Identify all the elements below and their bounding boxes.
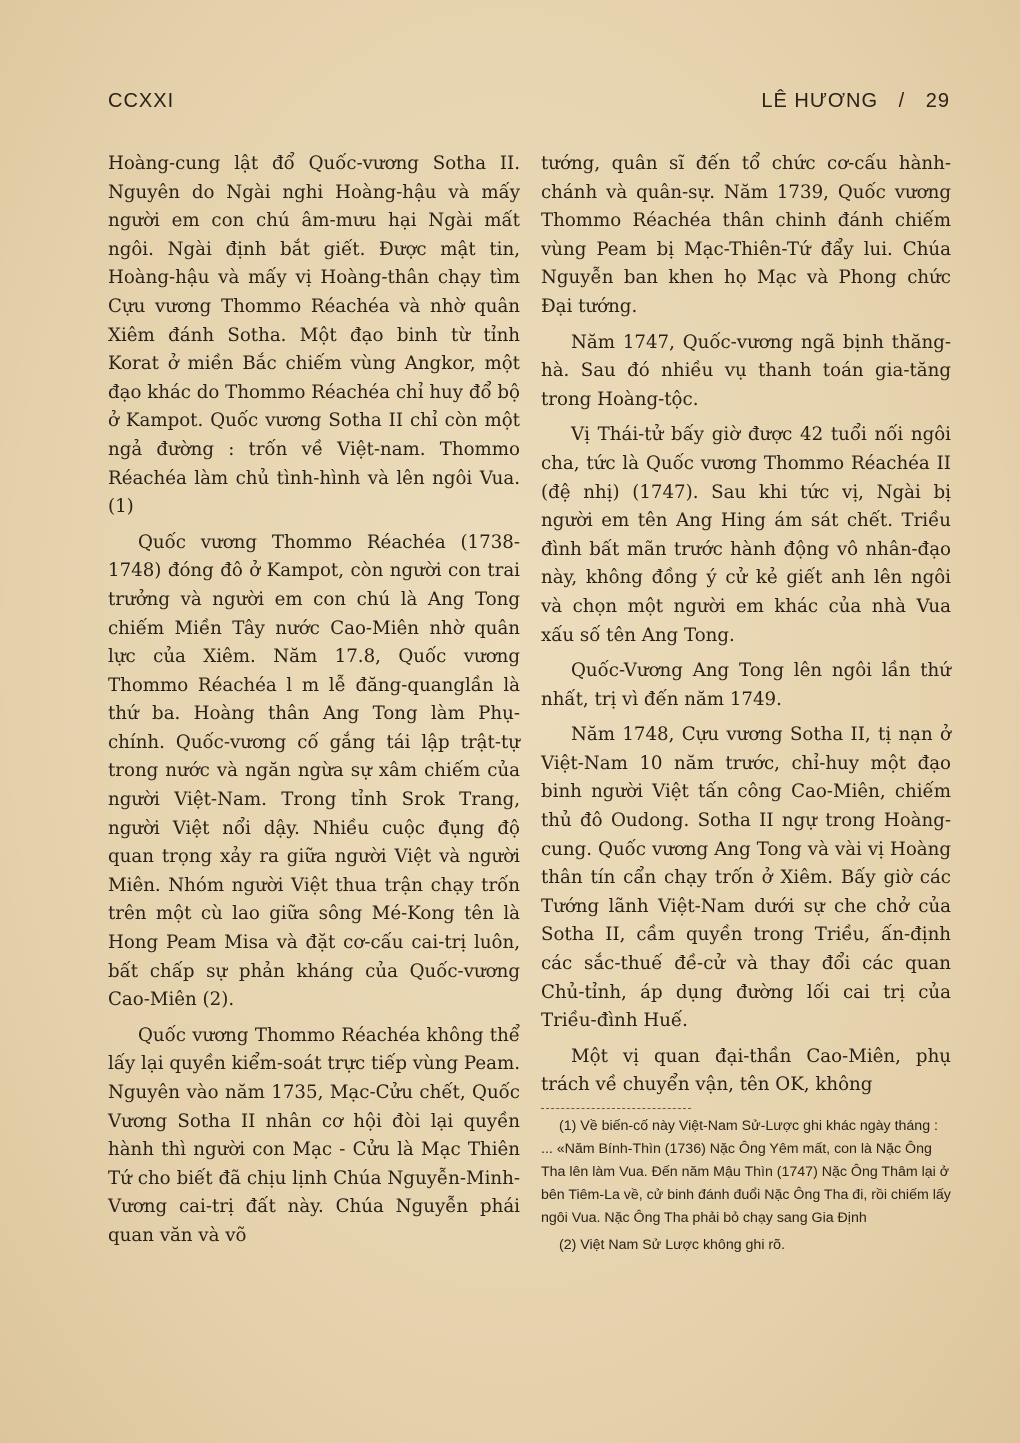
right-column (541, 150, 951, 1261)
paragraph: Vị Thái-tử bấy giờ được 42 tuổi nối ngôi cha, tức là Quốc vương Thommo Réachéa II (đệ nhị) (1747). Sau khi tức vị, Ngài bị người em tên Ang Hing ám sát chết. Triều đình bất mãn trước hành động vô nhân-đạo này, không đồng ý cử kẻ giết anh lên ngôi và chọn một người em khác của nhà Vua xấu số tên Ang Tong. (541, 424, 951, 646)
paragraph: Quốc-Vương Ang Tong lên ngôi lần thứ nhất, trị vì đến năm 1749. (541, 660, 951, 710)
paragraph: Một vị quan đại-thần Cao-Miên, phụ trách về chuyển vận, tên OK, không (541, 1045, 951, 1096)
header-separator: / (898, 90, 906, 112)
paragraph: tướng, quân sĩ đến tổ chức cơ-cấu hành-chánh và quân-sự. Năm 1739, Quốc vương Thommo Réachéa thân chinh đánh chiếm vùng Peam bị Mạc-Thiên-Tứ đẩy lui. Chúa Nguyễn ban khen họ Mạc và Phong chức Đại tướng. (541, 153, 951, 317)
header-right (747, 90, 950, 113)
footnote-1: (1) Về biến-cố này Việt-Nam Sử-Lược ghi khác ngày tháng : ... «Năm Bính-Thìn (1736) Nặc Ông Yêm mất, con là Nặc Ông Tha lên làm Vua. Đến năm Mậu Thìn (1747) Nặc Ông Thâm lại ở bên Tiêm-La về, cử binh đánh đuổi Nặc Ông Tha đi, rồi chiếm lấy ngôi Vua. Nặc Ông Tha phải bỏ chạy sang Gia Định (541, 1118, 951, 1226)
paragraph: Quốc vương Thommo Réachéa không thể lấy lại quyền kiểm-soát trực tiếp vùng Peam. Nguyên vào năm 1735, Mạc-Cửu chết, Quốc Vương Sotha II nhân cơ hội đòi lại quyền hành thì người con Mạc - Cửu là Mạc Thiên Tứ cho biết đã chịu lịnh Chúa Nguyễn-Minh-Vương cai-trị đất này. Chúa Nguyễn phái quan văn và võ (108, 1024, 520, 1246)
footnote-2: (2) Việt Nam Sử Lược không ghi rõ. (559, 1237, 785, 1253)
left-column (108, 150, 520, 1258)
paragraph: Năm 1747, Quốc-vương ngã bịnh thăng-hà. Sau đó nhiều vụ thanh toán gia-tăng trong Hoàng-tộc. (541, 331, 951, 410)
header-author: LÊ HƯƠNG (761, 90, 879, 112)
page-number: 29 (925, 90, 950, 112)
paragraph: Hoàng-cung lật đổ Quốc-vương Sotha II. Nguyên do Ngài nghi Hoàng-hậu và mấy người em con chú âm-mưu hại Ngài mất ngôi. Ngài định bắt giết. Được mật tin, Hoàng-hậu và mấy vị Hoàng-thân chạy tìm Cựu vương Thommo Réachéa và nhờ quân Xiêm đánh Sotha. Một đạo binh từ tỉnh Korat ở miền Bắc chiếm vùng Angkor, một đạo khác do Thommo Réachéa chỉ huy đổ bộ ở Kampot. Quốc vương Sotha II chỉ còn một ngả đường : trốn về Việt-nam. Thommo Réachéa làm chủ tình-hình và lên ngôi Vua. (1) (108, 153, 520, 518)
header-section-code: CCXXI (108, 90, 175, 112)
footnote-divider (541, 1108, 691, 1115)
footnotes (541, 1115, 951, 1257)
paragraph: Năm 1748, Cựu vương Sotha II, tị nạn ở Việt-Nam 10 năm trước, chỉ-huy một đạo binh người Việt tấn công Cao-Miên, chiếm thủ đô Oudong. Sotha II ngự trong Hoàng-cung. Quốc vương Ang Tong và vài vị Hoàng thân tín cẩn chạy trốn ở Xiêm. Bấy giờ các Tướng lãnh Việt-Nam dưới sự che chở của Sotha II, cầm quyền trong Triều, ấn-định các sắc-thuế đề-cử và thay đổi các quan Chủ-tỉnh, áp dụng đường lối cai trị của Triều-đình Huế. (541, 724, 951, 1032)
page-header (108, 90, 950, 120)
paragraph: Quốc vương Thommo Réachéa (1738-1748) đóng đô ở Kampot, còn người con trai trưởng và người em con chú là Ang Tong chiếm Miền Tây nước Cao-Miên nhờ quân lực của Xiêm. Năm 17.8, Quốc vương Thommo Réachéa l m lễ đăng-quanglần là thứ ba. Hoàng thân Ang Tong làm Phụ-chính. Quốc-vương cố gắng tái lập trật-tự trong nước và ngăn ngừa sự xâm chiếm của người Việt-Nam. Trong tỉnh Srok Trang, người Việt nổi dậy. Nhiều cuộc đụng độ quan trọng xảy ra giữa người Việt và người Miên. Nhóm người Việt thua trận chạy trốn trên một cù lao giữa sông Mé-Kong tên là Hong Peam Misa và đặt cơ-cấu cai-trị luôn, bất chấp sự phản kháng của Quốc-vương Cao-Miên (2). (108, 531, 520, 1011)
